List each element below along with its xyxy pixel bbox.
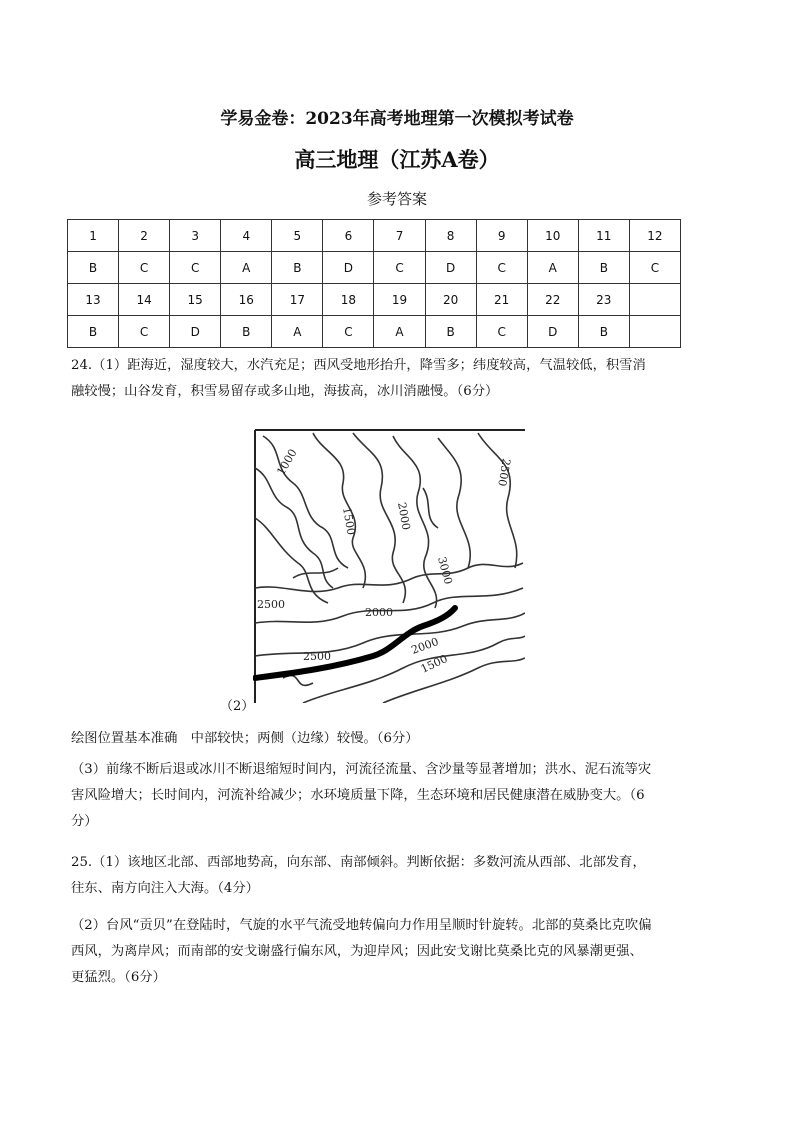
contour-map [253, 428, 525, 703]
contour-label: 1500 [418, 652, 450, 676]
answer-cell: C [476, 252, 527, 284]
answer-cell: D [527, 316, 578, 348]
q24-part2-line: 绘图位置基本准确 中部较快；两侧（边缘）较慢。（6分） [71, 731, 419, 746]
question-number-cell: 1 [68, 220, 119, 252]
answer-cell: A [374, 316, 425, 348]
answer-cell: C [119, 316, 170, 348]
question-number-cell: 2 [119, 220, 170, 252]
contour-label: 2000 [365, 606, 393, 619]
q24-part3-line1: （3）前缘不断后退或冰川不断退缩短时间内，河流径流量、含沙量等显著增加；洪水、泥石流等灾 [71, 762, 652, 777]
question-number-cell: 6 [323, 220, 374, 252]
contour-label: 2500 [303, 650, 331, 663]
question-number-cell: 18 [323, 284, 374, 316]
exam-subtitle: 高三地理（江苏A卷） [294, 147, 500, 172]
answer-cell: B [221, 316, 272, 348]
question-number-cell: 5 [272, 220, 323, 252]
answer-cell: B [578, 316, 629, 348]
answer-cell: C [323, 316, 374, 348]
answer-cell: C [119, 252, 170, 284]
question-number-cell [629, 284, 680, 316]
contour-label: 2500 [495, 457, 513, 488]
question-number-row [68, 220, 681, 252]
answer-row [68, 252, 681, 284]
answer-cell: C [629, 252, 680, 284]
q25-part2 [71, 913, 691, 991]
question-number-cell: 21 [476, 284, 527, 316]
question-number-cell: 8 [425, 220, 476, 252]
contour-label: 2000 [409, 635, 441, 657]
question-number-row [68, 284, 681, 316]
answer-cell: B [68, 252, 119, 284]
contour-label: 3000 [435, 555, 455, 586]
contour-label: 2500 [257, 598, 285, 611]
exam-title: 学易金卷：2023年高考地理第一次模拟考试卷 [220, 109, 574, 129]
question-number-cell: 9 [476, 220, 527, 252]
answer-cell: A [527, 252, 578, 284]
q24-part2 [71, 726, 691, 752]
answer-cell: D [425, 252, 476, 284]
q24-part3-line3: 分） [71, 814, 98, 829]
question-number-cell: 10 [527, 220, 578, 252]
question-number-cell: 17 [272, 284, 323, 316]
question-number-cell: 11 [578, 220, 629, 252]
answer-cell: B [578, 252, 629, 284]
answer-cell: B [425, 316, 476, 348]
q25-part1-line2: 往东、南方向注入大海。（4分） [71, 881, 259, 896]
contour-label: 1500 [340, 506, 358, 537]
answer-table [67, 219, 681, 348]
answer-cell: C [476, 316, 527, 348]
answer-row [68, 316, 681, 348]
question-number-cell: 23 [578, 284, 629, 316]
question-number-cell: 19 [374, 284, 425, 316]
q25-part1 [71, 850, 691, 902]
q24-part1-line2: 融较慢；山谷发育，积雪易留存或多山地，海拔高，冰川消融慢。（6分） [71, 384, 499, 399]
question-number-cell: 12 [629, 220, 680, 252]
q25-part2-line2: 西风，为离岸风；而南部的安戈谢盛行偏东风，为迎岸风；因此安戈谢比莫桑比克的风暴潮更强、 [71, 944, 643, 959]
answer-cell: D [323, 252, 374, 284]
question-number-cell: 3 [170, 220, 221, 252]
question-number-cell: 4 [221, 220, 272, 252]
question-number-cell: 15 [170, 284, 221, 316]
q25-part1-line1: 25.（1）该地区北部、西部地势高，向东部、南部倾斜。判断依据：多数河流从西部、北部发育， [71, 855, 646, 870]
question-number-cell: 22 [527, 284, 578, 316]
answer-cell: A [221, 252, 272, 284]
q24-part3 [71, 757, 691, 835]
contour-label: 2000 [395, 501, 413, 532]
question-number-cell: 14 [119, 284, 170, 316]
q24-part1 [71, 353, 691, 405]
question-number-cell: 13 [68, 284, 119, 316]
answer-cell: A [272, 316, 323, 348]
answer-cell: D [170, 316, 221, 348]
answer-cell [629, 316, 680, 348]
question-number-cell: 20 [425, 284, 476, 316]
q25-part2-line3: 更猛烈。（6分） [71, 970, 166, 985]
q24-part1-line1: 24.（1）距海近，湿度较大，水汽充足；西风受地形抬升，降雪多；纬度较高，气温较低，积雪消 [71, 358, 646, 373]
q25-part2-line1: （2）台风“贡贝”在登陆时，气旋的水平气流受地转偏向力作用呈顺时针旋转。北部的莫桑比克吹偏 [71, 918, 652, 933]
answer-cell: C [374, 252, 425, 284]
contour-label: 1000 [274, 446, 300, 478]
question-number-cell: 16 [221, 284, 272, 316]
q24-part3-line2: 害风险增大；长时间内，河流补给减少；水环境质量下降，生态环境和居民健康潜在威胁变大。（6 [71, 788, 645, 803]
answer-cell: B [272, 252, 323, 284]
answer-cell: B [68, 316, 119, 348]
answer-cell: C [170, 252, 221, 284]
map-label: （2） [220, 699, 255, 714]
question-number-cell: 7 [374, 220, 425, 252]
section-heading: 参考答案 [366, 190, 427, 208]
